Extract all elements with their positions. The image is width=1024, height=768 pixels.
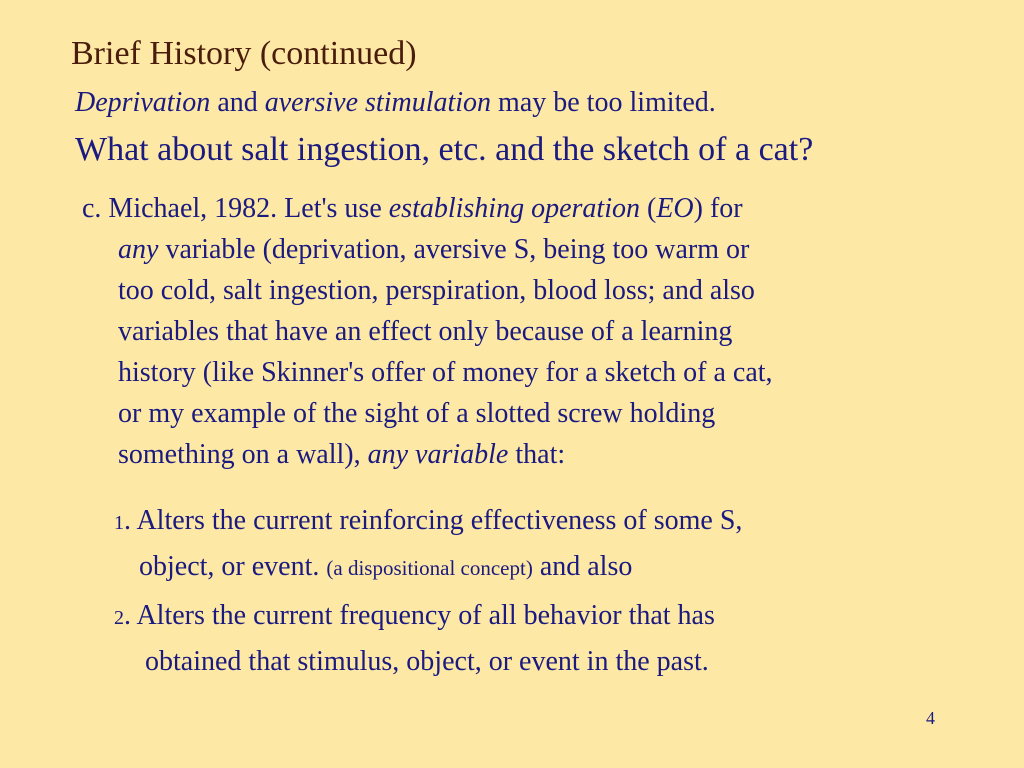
- item-1-text: . Alters the current reinforcing effectiveness of some S,: [124, 505, 743, 536]
- subtitle-and: and: [210, 87, 265, 118]
- subtitle-deprivation: Deprivation: [75, 87, 211, 118]
- para-line-1: [82, 188, 942, 229]
- para-l7-em: any variable: [367, 439, 509, 470]
- item-2-line-1: [114, 599, 715, 633]
- slide-title: Brief History (continued): [71, 35, 417, 72]
- para-line-4: variables that have an effect only because of a learning: [118, 316, 733, 347]
- para-l2-b: variable (deprivation, aversive S, being too warm or: [158, 234, 750, 265]
- para-l1-em: establishing operation: [388, 193, 640, 224]
- subtitle-aversive: aversive stimulation: [264, 87, 492, 118]
- para-l1-eo: EO: [656, 193, 694, 224]
- para-line-3: too cold, salt ingestion, perspiration, blood loss; and also: [118, 275, 755, 306]
- para-line-2: [82, 229, 942, 270]
- item-1-dispositional-note: (a dispositional concept): [326, 556, 533, 580]
- para-line-7: [82, 434, 942, 475]
- para-l7-a: something on a wall),: [118, 439, 368, 470]
- question-line: What about salt ingestion, etc. and the sketch of a cat?: [75, 131, 814, 168]
- para-line-5: history (like Skinner's offer of money for a sketch of a cat,: [118, 357, 773, 388]
- para-l7-b: that:: [508, 439, 566, 470]
- page-number: 4: [926, 708, 935, 728]
- para-l1-a: c. Michael, 1982. Let's use: [82, 193, 389, 224]
- item-1-number: 1: [114, 512, 124, 534]
- para-l1-c: ) for: [693, 193, 743, 224]
- para-l1-b: (: [639, 193, 657, 224]
- para-line-6: or my example of the sight of a slotted screw holding: [118, 398, 716, 429]
- item-2-text: . Alters the current frequency of all behavior that has: [124, 600, 715, 631]
- subtitle-rest: may be too limited.: [491, 87, 716, 118]
- item-1-line-2-b: and also: [532, 551, 633, 582]
- item-1-line-2: [139, 550, 632, 584]
- para-l2-em: any: [118, 234, 159, 265]
- eo-paragraph: [82, 188, 942, 475]
- item-1-line-2-a: object, or event.: [139, 551, 327, 582]
- item-2-line-2: obtained that stimulus, object, or event in the past.: [145, 646, 709, 677]
- subtitle-line: [75, 86, 716, 120]
- item-2-number: 2: [114, 607, 124, 629]
- item-1-line-1: [114, 504, 742, 538]
